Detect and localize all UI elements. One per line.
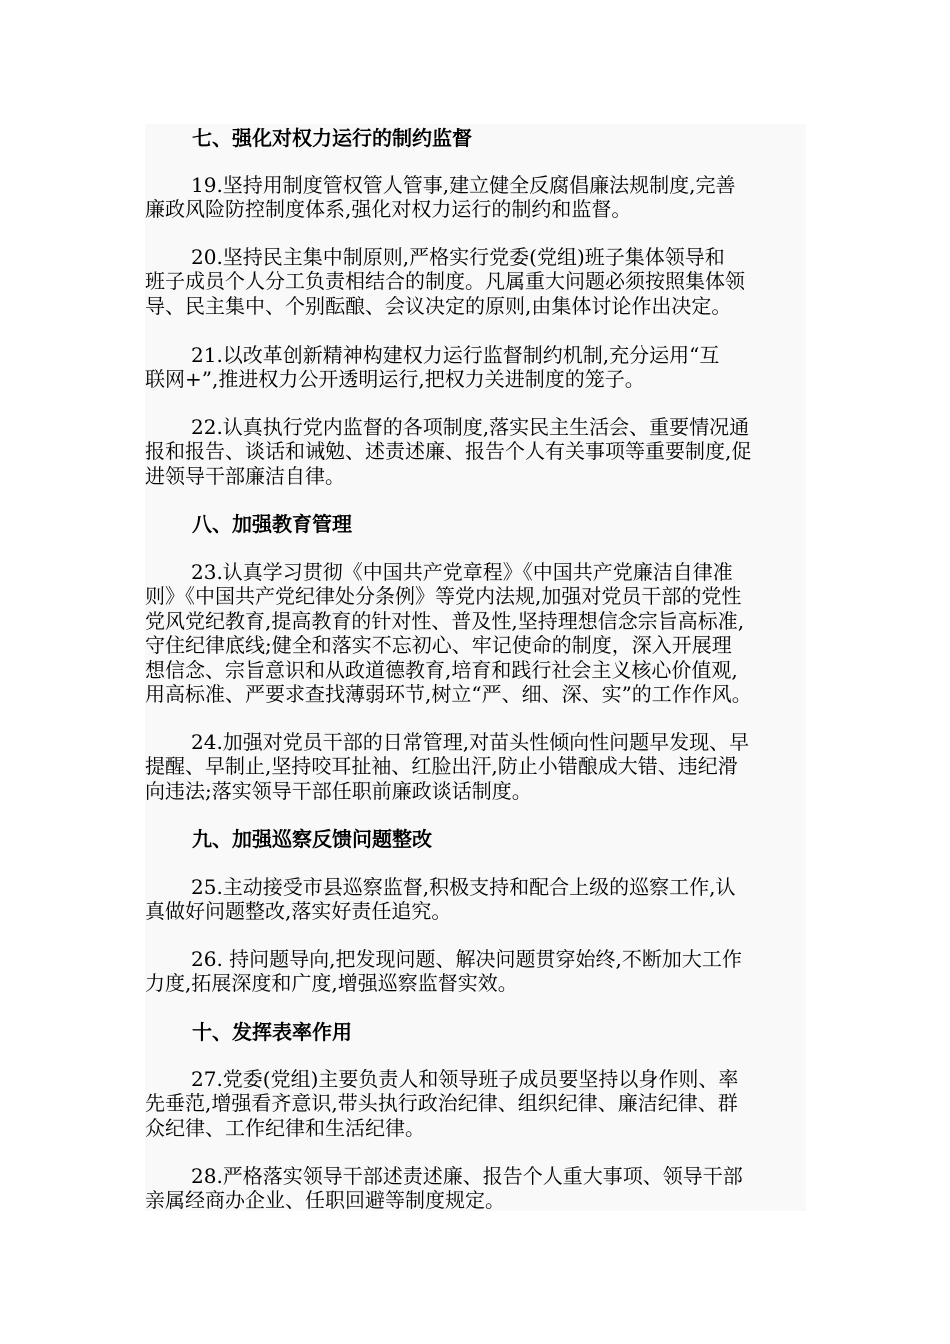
text-line: 导、民主集中、个别酝酿、会议决定的原则,由集体讨论作出决定。: [145, 293, 732, 318]
text-line: 26. 持问题导向,把发现问题、解决问题贯穿始终,不断加大工作: [191, 947, 742, 971]
paragraph-24: [145, 730, 806, 803]
text-line: 众纪律、工作纪律和生活纪律。: [145, 1115, 425, 1140]
text-line: 23.认真学习贯彻《中国共产党章程》《中国共产党廉洁自律准: [191, 560, 733, 584]
text-line: 亲属经商办企业、任职回避等制度规定。: [145, 1188, 505, 1213]
text-line: 21.以改革创新精神构建权力运行监督制约机制,充分运用“互: [191, 343, 720, 367]
text-line: 班子成员个人分工负责相结合的制度。凡属重大问题必须按照集体领: [145, 269, 745, 294]
section-heading-8: 八、加强教育管理: [192, 512, 352, 536]
paragraph-19: [145, 173, 806, 222]
text-line: 22.认真执行党内监督的各项制度,落实民主生活会、重要情况通: [191, 415, 750, 439]
text-line: 党风党纪教育,提高教育的针对性、普及性,坚持理想信念宗旨高标准,: [145, 608, 745, 633]
paragraph-23: [145, 560, 806, 706]
text-line: 联网+”,推进权力公开透明运行,把权力关进制度的笼子。: [145, 367, 645, 392]
text-line: 用高标准、严要求查找薄弱环节,树立“严、细、深、实”的工作作风。: [145, 681, 752, 706]
text-line: 提醒、早制止,坚持咬耳扯袖、红脸出汗,防止小错酿成大错、违纪滑: [145, 754, 738, 779]
text-line: 24.加强对党员干部的日常管理,对苗头性倾向性问题早发现、早: [191, 730, 750, 754]
text-line: 28.严格落实领导干部述责述廉、报告个人重大事项、领导干部: [191, 1164, 743, 1188]
paragraph-25: [145, 875, 806, 924]
text-line: 廉政风险防控制度体系,强化对权力运行的制约和监督。: [145, 197, 632, 222]
text-line: 19.坚持用制度管权管人管事,建立健全反腐倡廉法规制度,完善: [191, 173, 736, 197]
section-heading-10: 十、发挥表率作用: [192, 1020, 352, 1044]
text-line: 真做好问题整改,落实好责任追究。: [145, 899, 452, 924]
text-line: 进领导干部廉洁自律。: [145, 463, 345, 488]
paragraph-28: [145, 1164, 806, 1213]
paragraph-21: [145, 343, 806, 392]
paragraph-20: [145, 245, 806, 318]
text-line: 报和报告、谈话和诫勉、述责述廉、报告个人有关事项等重要制度,促: [145, 439, 752, 464]
text-line: 守住纪律底线;健全和落实不忘初心、牢记使命的制度，深入开展理: [145, 633, 732, 658]
text-line: 先垂范,增强看齐意识,带头执行政治纪律、组织纪律、廉洁纪律、群: [145, 1091, 738, 1116]
paragraph-22: [145, 415, 806, 488]
text-line: 25.主动接受市县巡察监督,积极支持和配合上级的巡察工作,认: [191, 875, 736, 899]
section-heading-7: 七、强化对权力运行的制约监督: [192, 126, 472, 150]
paragraph-26: [145, 947, 806, 996]
text-line: 力度,拓展深度和广度,增强巡察监督实效。: [145, 971, 518, 996]
text-line: 27.党委(党组)主要负责人和领导班子成员要坚持以身作则、率: [191, 1067, 739, 1091]
text-line: 则》《中国共产党纪律处分条例》等党内法规,加强对党员干部的党性: [145, 584, 742, 609]
text-line: 20.坚持民主集中制原则,严格实行党委(党组)班子集体领导和: [191, 245, 725, 269]
section-heading-9: 九、加强巡察反馈问题整改: [192, 827, 432, 851]
paragraph-27: [145, 1067, 806, 1140]
text-line: 向违法;落实领导干部任职前廉政谈话制度。: [145, 778, 532, 803]
document-page: [145, 124, 806, 1211]
text-line: 想信念、宗旨意识和从政道德教育,培育和践行社会主义核心价值观,: [145, 657, 738, 682]
